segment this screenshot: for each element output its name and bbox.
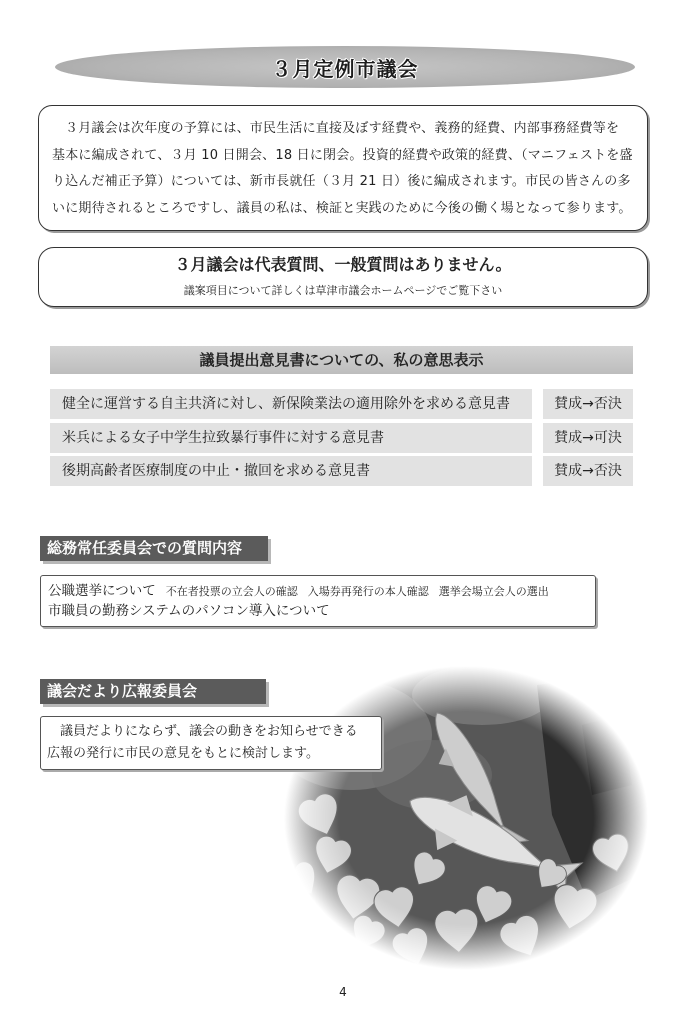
opinion-result: 賛成→可決 bbox=[543, 423, 633, 453]
kouhou-line: 議員だよりにならず、議会の動きをお知らせできる bbox=[60, 724, 358, 739]
kouhou-section-header: 議会だより広報委員会 bbox=[40, 679, 266, 704]
soumu-box bbox=[40, 575, 596, 627]
soumu-topic-row bbox=[48, 581, 549, 601]
opinion-result: 賛成→否決 bbox=[543, 456, 633, 486]
opinion-title: 米兵による女子中学生拉致暴行事件に対する意見書 bbox=[50, 423, 532, 453]
opinion-section-header: 議員提出意見書についての、私の意思表示 bbox=[50, 346, 633, 374]
intro-box bbox=[38, 105, 648, 231]
koi-pond-photo bbox=[282, 665, 650, 971]
soumu-second-topic: 市職員の勤務システムのパソコン導入について bbox=[48, 603, 330, 619]
soumu-topic: 公職選挙について bbox=[48, 583, 156, 599]
intro-line: り込んだ補正予算）については、新市長就任（３月 21 日）後に編成されます。市民の皆さんの多 bbox=[52, 174, 631, 189]
soumu-section-header: 総務常任委員会での質問内容 bbox=[40, 536, 268, 561]
water-reflection bbox=[412, 665, 552, 725]
page-title: ３月定例市議会 bbox=[271, 56, 419, 81]
intro-line: 基本に編成されて、３月 10 日開会、18 日に閉会。投資的経費や政策的経費、（マニフェストを盛 bbox=[52, 147, 633, 163]
opinion-title: 後期高齢者医療制度の中止・撤回を求める意見書 bbox=[50, 456, 532, 486]
opinion-title: 健全に運営する自主共済に対し、新保険業法の適用除外を求める意見書 bbox=[50, 389, 532, 419]
notice-heading: ３月議会は代表質問、一般質問はありません。 bbox=[174, 255, 512, 274]
soumu-detail: 入場券再発行の本人確認 bbox=[307, 585, 429, 598]
opinion-result: 賛成→否決 bbox=[543, 389, 633, 419]
intro-line: いに期待されるところですし、議員の私は、検証と実践のために今後の働く場となって参ります。 bbox=[52, 200, 632, 216]
soumu-detail: 不在者投票の立会人の確認 bbox=[165, 585, 298, 598]
notice-subtext: 議案項目について詳しくは草津市議会ホームページでご覧下さい bbox=[183, 284, 503, 297]
title-banner bbox=[55, 46, 635, 88]
page-number: 4 bbox=[339, 985, 347, 999]
notice-box bbox=[38, 247, 648, 307]
kouhou-line: 広報の発行に市民の意見をもとに検討します。 bbox=[47, 746, 319, 761]
soumu-detail: 選挙会場立会人の選出 bbox=[438, 585, 549, 598]
intro-line: ３月議会は次年度の予算には、市民生活に直接及ぼす経費や、義務的経費、内部事務経費等を bbox=[65, 121, 620, 136]
kouhou-box bbox=[40, 716, 382, 770]
